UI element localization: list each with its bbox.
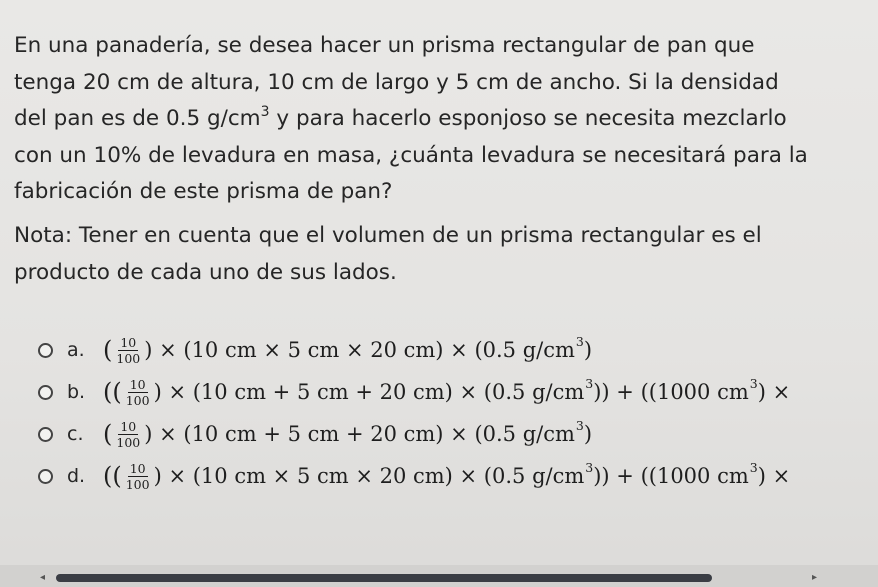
superscript: 3	[585, 375, 594, 391]
fraction-denominator: 100	[125, 392, 150, 408]
fraction-denominator: 100	[125, 476, 150, 492]
note-line: Nota: Tener en cuenta que el volumen de un prisma rectangular es el	[14, 223, 762, 248]
formula-tail: )) + ((1000 cm	[593, 464, 749, 488]
fraction-numerator: 10	[120, 334, 137, 350]
radio-button[interactable]	[38, 343, 53, 358]
fraction-numerator: 10	[129, 376, 146, 392]
radio-button[interactable]	[38, 427, 53, 442]
fraction-numerator: 10	[120, 418, 137, 434]
superscript: 3	[749, 375, 758, 391]
superscript: 3	[260, 104, 270, 120]
formula-tail: ) ×	[757, 464, 791, 488]
question-line: tenga 20 cm de altura, 10 cm de largo y 5 cm de ancho. Si la densidad	[14, 69, 779, 95]
option-a[interactable]	[38, 330, 592, 370]
question-line: En una panadería, se desea hacer un prisma rectangular de pan que	[14, 33, 755, 58]
superscript: 3	[575, 333, 584, 349]
option-letter: b.	[67, 381, 86, 403]
option-formula	[103, 417, 593, 450]
formula-tail: )	[583, 338, 593, 362]
formula-body: ) × (10 cm + 5 cm + 20 cm) × (0.5 g/cm	[153, 380, 585, 404]
fraction	[124, 378, 152, 407]
formula-open: (	[103, 420, 113, 448]
fraction-denominator: 100	[116, 350, 141, 366]
radio-button[interactable]	[38, 469, 53, 484]
formula-tail: )	[583, 422, 593, 446]
option-letter: d.	[67, 465, 86, 487]
question-line: con un 10% de levadura en masa, ¿cuánta levadura se necesitará para la	[14, 142, 808, 168]
question-line: fabricación de este prisma de pan?	[14, 179, 393, 204]
fraction-numerator: 10	[129, 460, 146, 476]
formula-open: ((	[103, 378, 122, 406]
radio-button[interactable]	[38, 385, 53, 400]
formula-body: ) × (10 cm + 5 cm + 20 cm) × (0.5 g/cm	[144, 422, 575, 446]
scroll-left-icon[interactable]: ◂	[40, 572, 46, 583]
option-b[interactable]	[38, 372, 790, 412]
fraction	[114, 420, 142, 449]
question-line-part: y para hacerlo esponjoso se necesita mezclarlo	[269, 106, 787, 131]
option-c[interactable]	[38, 414, 592, 454]
superscript: 3	[749, 459, 758, 475]
option-letter: a.	[67, 339, 85, 361]
fraction	[114, 336, 142, 365]
formula-open: ((	[103, 462, 122, 490]
question-line	[14, 101, 864, 138]
formula-body: ) × (10 cm × 5 cm × 20 cm) × (0.5 g/cm	[144, 338, 575, 362]
formula-open: (	[103, 336, 113, 364]
formula-tail: ) ×	[757, 380, 791, 404]
option-d[interactable]	[38, 456, 790, 496]
superscript: 3	[575, 417, 584, 433]
formula-body: ) × (10 cm × 5 cm × 20 cm) × (0.5 g/cm	[153, 464, 585, 488]
horizontal-scrollbar[interactable]	[0, 565, 878, 587]
option-formula	[103, 333, 593, 366]
note-line: producto de cada uno de sus lados.	[14, 259, 397, 285]
scrollbar-thumb[interactable]	[56, 574, 712, 582]
question-line-part: del pan es de 0.5 g/cm	[14, 106, 261, 131]
option-letter: c.	[67, 423, 84, 445]
superscript: 3	[585, 459, 594, 475]
scroll-right-icon[interactable]: ▸	[812, 572, 818, 583]
option-formula	[103, 459, 791, 492]
option-formula	[103, 375, 791, 408]
formula-tail: )) + ((1000 cm	[593, 380, 749, 404]
note-text	[14, 218, 864, 291]
question-text	[14, 28, 864, 211]
fraction	[124, 462, 152, 491]
fraction-denominator: 100	[116, 434, 141, 450]
